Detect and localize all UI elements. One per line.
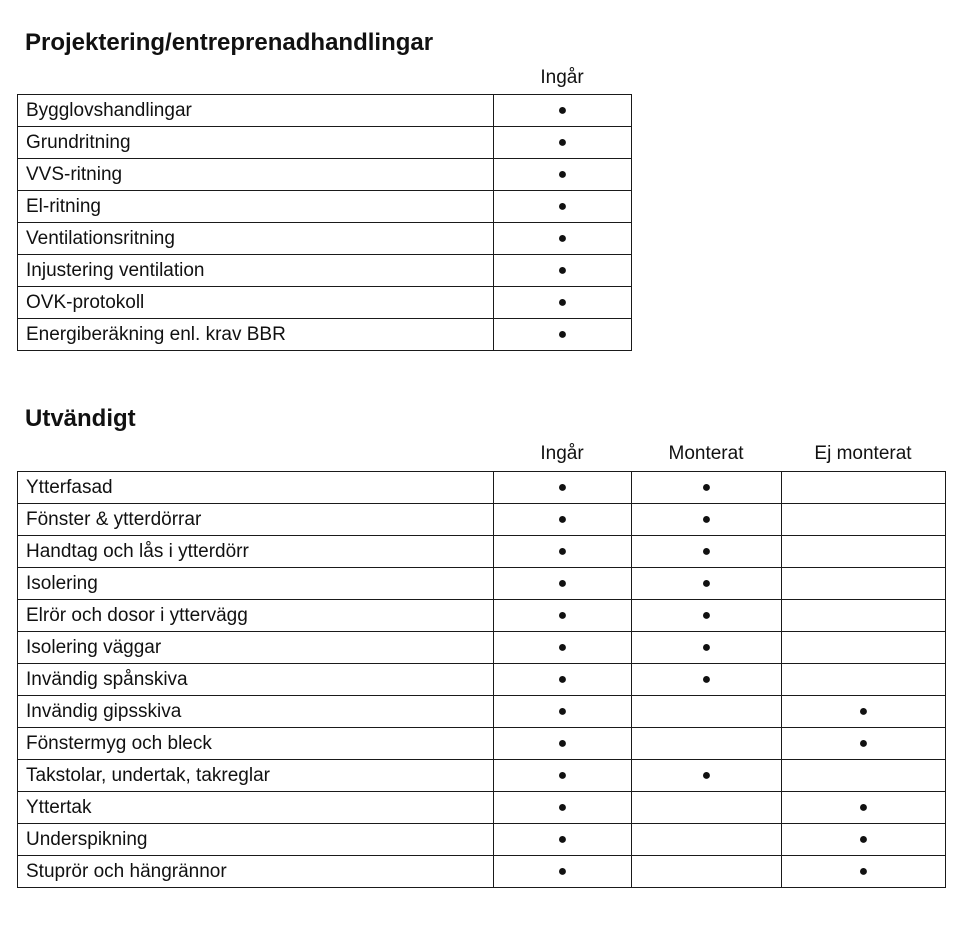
row-label: Fönstermyg och bleck — [18, 728, 494, 760]
section-title-utvandigt: Utvändigt — [25, 405, 136, 432]
bullet-mark: ● — [782, 824, 946, 856]
table-row — [18, 600, 946, 632]
bullet-mark: ● — [494, 159, 632, 191]
column-header: Ingår — [540, 67, 584, 88]
empty-cell — [632, 792, 782, 824]
column-header: Ingår — [540, 443, 584, 464]
empty-cell — [632, 696, 782, 728]
bullet-mark: ● — [632, 664, 782, 696]
table-row — [18, 856, 946, 888]
column-header: Ej monterat — [814, 443, 912, 464]
table-row — [18, 95, 632, 127]
bullet-mark: ● — [494, 856, 632, 888]
row-label: Ventilationsritning — [18, 223, 494, 255]
table-row — [18, 287, 632, 319]
row-label: Underspikning — [18, 824, 494, 856]
bullet-mark: ● — [494, 223, 632, 255]
bullet-mark: ● — [494, 504, 632, 536]
empty-cell — [782, 760, 946, 792]
row-label: Invändig gipsskiva — [18, 696, 494, 728]
table-row — [18, 664, 946, 696]
bullet-mark: ● — [494, 632, 632, 664]
bullet-mark: ● — [494, 568, 632, 600]
bullet-mark: ● — [632, 568, 782, 600]
table-projektering — [17, 94, 632, 351]
table-row — [18, 504, 946, 536]
bullet-mark: ● — [494, 664, 632, 696]
table-row — [18, 792, 946, 824]
row-label: Grundritning — [18, 127, 494, 159]
row-label: Elrör och dosor i yttervägg — [18, 600, 494, 632]
row-label: Isolering — [18, 568, 494, 600]
bullet-mark: ● — [494, 255, 632, 287]
row-label: Handtag och lås i ytterdörr — [18, 536, 494, 568]
bullet-mark: ● — [782, 728, 946, 760]
table-row — [18, 696, 946, 728]
table-utvandigt — [17, 471, 946, 888]
row-label: Ytterfasad — [18, 472, 494, 504]
table-row — [18, 159, 632, 191]
table-row — [18, 223, 632, 255]
table-row — [18, 632, 946, 664]
table-row — [18, 760, 946, 792]
empty-cell — [632, 728, 782, 760]
row-label: Invändig spånskiva — [18, 664, 494, 696]
bullet-mark: ● — [494, 191, 632, 223]
bullet-mark: ● — [782, 792, 946, 824]
row-label: Injustering ventilation — [18, 255, 494, 287]
empty-cell — [782, 504, 946, 536]
bullet-mark: ● — [494, 728, 632, 760]
empty-cell — [632, 824, 782, 856]
table-row — [18, 568, 946, 600]
bullet-mark: ● — [494, 95, 632, 127]
table-row — [18, 191, 632, 223]
bullet-mark: ● — [494, 536, 632, 568]
row-label: Takstolar, undertak, takreglar — [18, 760, 494, 792]
bullet-mark: ● — [632, 472, 782, 504]
section-title-projektering: Projektering/entreprenadhandlingar — [25, 29, 434, 56]
column-header: Monterat — [668, 443, 744, 464]
bullet-mark: ● — [494, 760, 632, 792]
table-row — [18, 127, 632, 159]
table-row — [18, 728, 946, 760]
bullet-mark: ● — [632, 504, 782, 536]
empty-cell — [632, 856, 782, 888]
empty-cell — [782, 632, 946, 664]
bullet-mark: ● — [494, 792, 632, 824]
row-label: El-ritning — [18, 191, 494, 223]
bullet-mark: ● — [494, 696, 632, 728]
bullet-mark: ● — [782, 856, 946, 888]
row-label: Stuprör och hängrännor — [18, 856, 494, 888]
table-row — [18, 319, 632, 351]
empty-cell — [782, 664, 946, 696]
row-label: Yttertak — [18, 792, 494, 824]
empty-cell — [782, 472, 946, 504]
bullet-mark: ● — [782, 696, 946, 728]
bullet-mark: ● — [494, 287, 632, 319]
empty-cell — [782, 600, 946, 632]
row-label: Energiberäkning enl. krav BBR — [18, 319, 494, 351]
table-row — [18, 255, 632, 287]
bullet-mark: ● — [494, 824, 632, 856]
table-row — [18, 472, 946, 504]
bullet-mark: ● — [494, 600, 632, 632]
bullet-mark: ● — [632, 536, 782, 568]
row-label: Bygglovshandlingar — [18, 95, 494, 127]
row-label: Fönster & ytterdörrar — [18, 504, 494, 536]
table-row — [18, 824, 946, 856]
row-label: Isolering väggar — [18, 632, 494, 664]
row-label: VVS-ritning — [18, 159, 494, 191]
table-row — [18, 536, 946, 568]
empty-cell — [782, 536, 946, 568]
bullet-mark: ● — [494, 127, 632, 159]
bullet-mark: ● — [494, 472, 632, 504]
row-label: OVK-protokoll — [18, 287, 494, 319]
bullet-mark: ● — [632, 632, 782, 664]
bullet-mark: ● — [494, 319, 632, 351]
empty-cell — [782, 568, 946, 600]
bullet-mark: ● — [632, 600, 782, 632]
bullet-mark: ● — [632, 760, 782, 792]
